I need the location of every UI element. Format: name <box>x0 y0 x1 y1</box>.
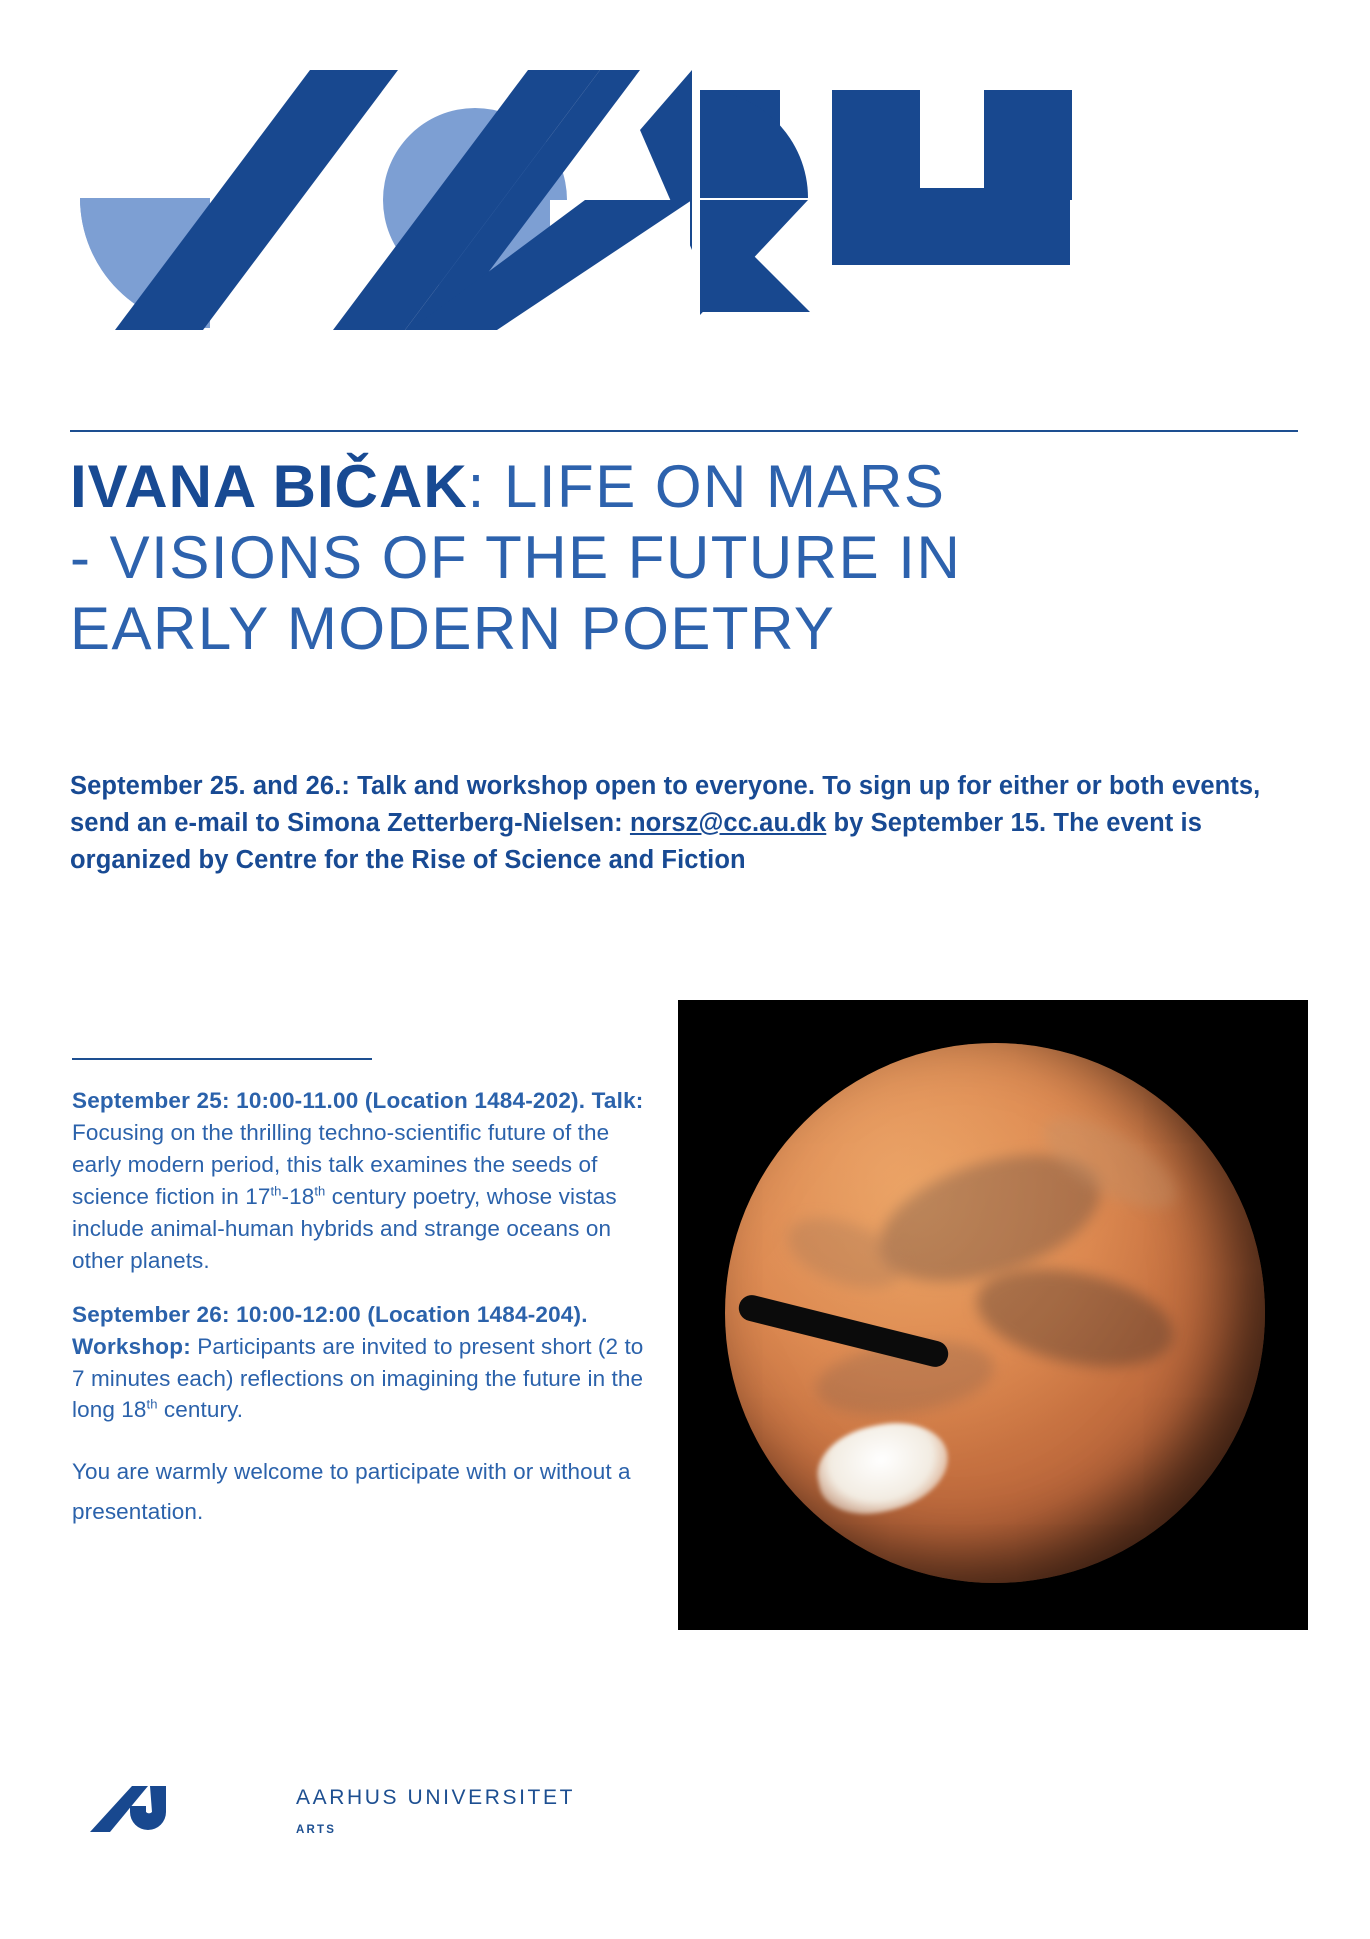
details-column <box>72 1085 644 1553</box>
session-talk-body-2: -18 <box>281 1183 315 1209</box>
speaker-name: IVANA BIČAK <box>70 453 468 520</box>
email-link[interactable]: norsz@cc.au.dk <box>629 808 827 837</box>
page-title <box>70 452 1310 664</box>
au-logo-icon <box>88 1784 206 1841</box>
session-talk-sup-1: th <box>270 1183 282 1199</box>
lead-text-after: by September 15. The event is organized by Centre for the Rise of Science and Fiction <box>70 808 1203 874</box>
faculty-name: ARTS <box>296 1824 337 1836</box>
mars-photo <box>678 1000 1308 1630</box>
title-line-3: EARLY MODERN POETRY <box>70 594 836 662</box>
closing-note: You are warmly welcome to participate with or without a presentation. <box>72 1459 631 1524</box>
header-divider <box>70 430 1298 432</box>
title-line-2: - VISIONS OF THE FUTURE IN <box>70 523 962 591</box>
session-talk <box>72 1085 644 1277</box>
lead-text-before: September 25. and 26.: Talk and workshop open to everyone. To sign up for either or both events, send an e-mail to Simona Zetterberg-Nielsen: <box>70 772 1261 837</box>
session-talk-heading: September 25: 10:00-11.00 (Location 1484-202). Talk: <box>72 1088 644 1113</box>
footer <box>88 1778 688 1848</box>
column-divider <box>72 1058 372 1060</box>
session-talk-body-1: Focusing on the thrilling techno-scientific future of the early modern period, this talk examines the seeds of science fiction in 17 <box>72 1119 610 1209</box>
session-talk-body-3: century poetry, whose vistas include animal-human hybrids and strange oceans on other planets. <box>72 1183 617 1273</box>
lead-paragraph <box>70 768 1310 879</box>
session-workshop-body-1: Participants are invited to present short (2 to 7 minutes each) reflections on imagining the future in the long 18 <box>72 1333 644 1423</box>
session-workshop-heading: September 26: 10:00-12:00 (Location 1484-204). Workshop: <box>72 1301 588 1359</box>
session-workshop <box>72 1299 644 1427</box>
session-workshop-body-2: century. <box>157 1397 244 1423</box>
session-talk-sup-2: th <box>314 1183 326 1199</box>
au-pattern-graphic <box>80 70 1290 390</box>
title-line-1 <box>70 452 1310 523</box>
session-workshop-sup-1: th <box>146 1396 158 1412</box>
title-line-1-rest: : LIFE ON MARS <box>467 453 946 520</box>
university-name: AARHUS UNIVERSITET <box>296 1786 575 1809</box>
au-pattern-svg <box>80 70 1290 390</box>
